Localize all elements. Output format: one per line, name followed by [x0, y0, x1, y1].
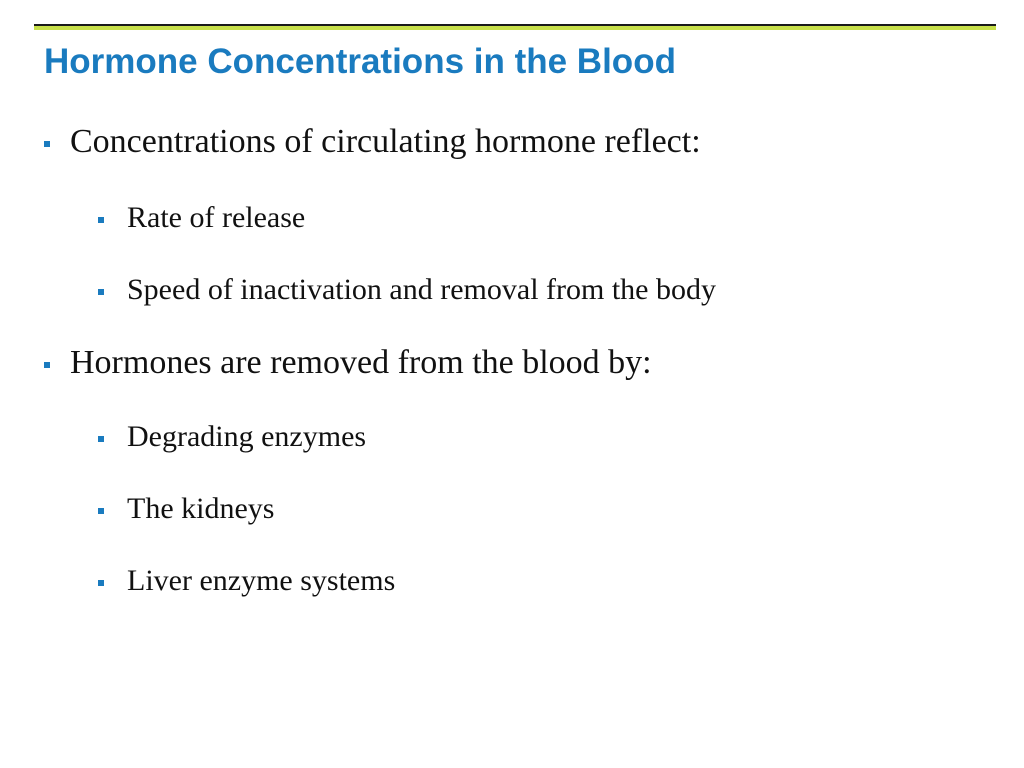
bullet-marker-icon — [44, 362, 50, 368]
bullet-marker-icon — [98, 580, 104, 586]
bullet-text: Concentrations of circulating hormone reflect: — [70, 123, 701, 160]
slide-title: Hormone Concentrations in the Blood — [44, 42, 676, 81]
bullet-text: Rate of release — [127, 201, 306, 234]
bullet-text: The kidneys — [127, 492, 275, 525]
bullet-marker-icon — [98, 508, 104, 514]
bullet-text: Speed of inactivation and removal from the body — [127, 273, 716, 306]
bullet-text: Degrading enzymes — [127, 420, 367, 453]
bullet-item-level2 — [127, 419, 366, 455]
bullet-marker-icon — [98, 436, 104, 442]
bullet-text: Liver enzyme systems — [127, 564, 396, 597]
bullet-item-level2 — [127, 272, 716, 308]
bullet-item-level2 — [127, 563, 395, 599]
bullet-item-level2 — [127, 491, 274, 527]
bullet-text: Hormones are removed from the blood by: — [70, 344, 652, 381]
bullet-marker-icon — [98, 217, 104, 223]
bullet-item-level1 — [70, 343, 652, 383]
bullet-item-level1 — [70, 122, 701, 162]
bullet-marker-icon — [98, 289, 104, 295]
bullet-marker-icon — [44, 141, 50, 147]
bullet-item-level2 — [127, 200, 305, 236]
